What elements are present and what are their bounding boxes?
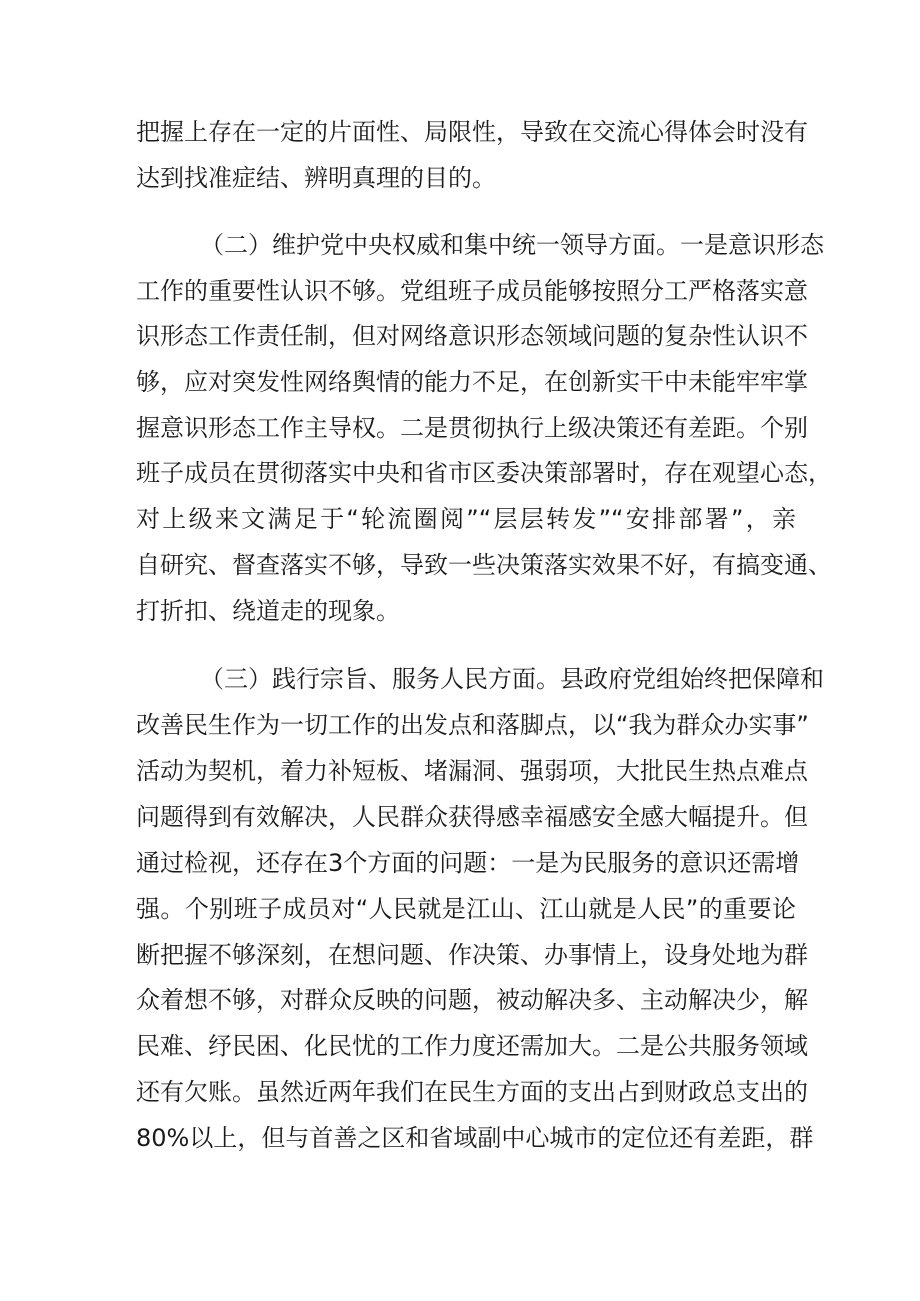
paragraph-3-line-10: 还有欠账。虽然近两年我们在民生方面的支出占到财政总支出的 <box>136 1078 808 1106</box>
paragraph-2-line-4: 够，应对突发性网络舆情的能力不足，在创新实干中未能牢牢掌 <box>136 368 808 396</box>
paragraph-3-line-9: 民难、纾民困、化民忧的工作力度还需加大。二是公共服务领域 <box>136 1032 808 1060</box>
paragraph-2-line-5: 握意识形态工作主导权。二是贯彻执行上级决策还有差距。个别 <box>136 414 808 442</box>
paragraph-3-line-5: 通过检视，还存在3个方面的问题：一是为民服务的意识还需增 <box>136 849 800 877</box>
paragraph-1-line-2: 达到找准症结、辨明真理的目的。 <box>136 164 496 192</box>
paragraph-3-line-7: 断把握不够深刻，在想问题、作决策、办事情上，设身处地为群 <box>136 941 808 969</box>
paragraph-3-line-2: 改善民生作为一切工作的出发点和落脚点，以“我为群众办实事” <box>136 711 809 739</box>
paragraph-3-line-3: 活动为契机，着力补短板、堵漏洞、强弱项，大批民生热点难点 <box>136 757 808 785</box>
paragraph-3-line-6: 强。个别班子成员对“人民就是江山、江山就是人民”的重要论 <box>136 895 796 923</box>
paragraph-3-line-1: （三）践行宗旨、服务人民方面。县政府党组始终把保障和 <box>200 665 824 693</box>
paragraph-2-line-8: 自研究、督查落实不够，导致一些决策落实效果不好，有搞变通、 <box>136 551 832 579</box>
paragraph-3-line-11: 80%以上，但与首善之区和省域副中心城市的定位还有差距，群 <box>136 1124 814 1152</box>
paragraph-2-line-1: （二）维护党中央权威和集中统一领导方面。一是意识形态 <box>200 231 824 259</box>
paragraph-2-line-9: 打折扣、绕道走的现象。 <box>136 597 400 625</box>
paragraph-3-line-8: 众着想不够，对群众反映的问题，被动解决多、主动解决少，解 <box>136 986 808 1014</box>
paragraph-2-line-6: 班子成员在贯彻落实中央和省市区委决策部署时，存在观望心态， <box>136 459 832 487</box>
paragraph-1-line-1: 把握上存在一定的片面性、局限性，导致在交流心得体会时没有 <box>136 118 808 146</box>
paragraph-2-line-3: 识形态工作责任制，但对网络意识形态领域问题的复杂性认识不 <box>136 322 808 350</box>
paragraph-3-line-4: 问题得到有效解决，人民群众获得感幸福感安全感大幅提升。但 <box>136 803 808 831</box>
paragraph-2-line-7: 对上级来文满足于“轮流圈阅”“层层转发”“安排部署”，亲 <box>136 505 796 533</box>
paragraph-2-line-2: 工作的重要性认识不够。党组班子成员能够按照分工严格落实意 <box>136 277 808 305</box>
